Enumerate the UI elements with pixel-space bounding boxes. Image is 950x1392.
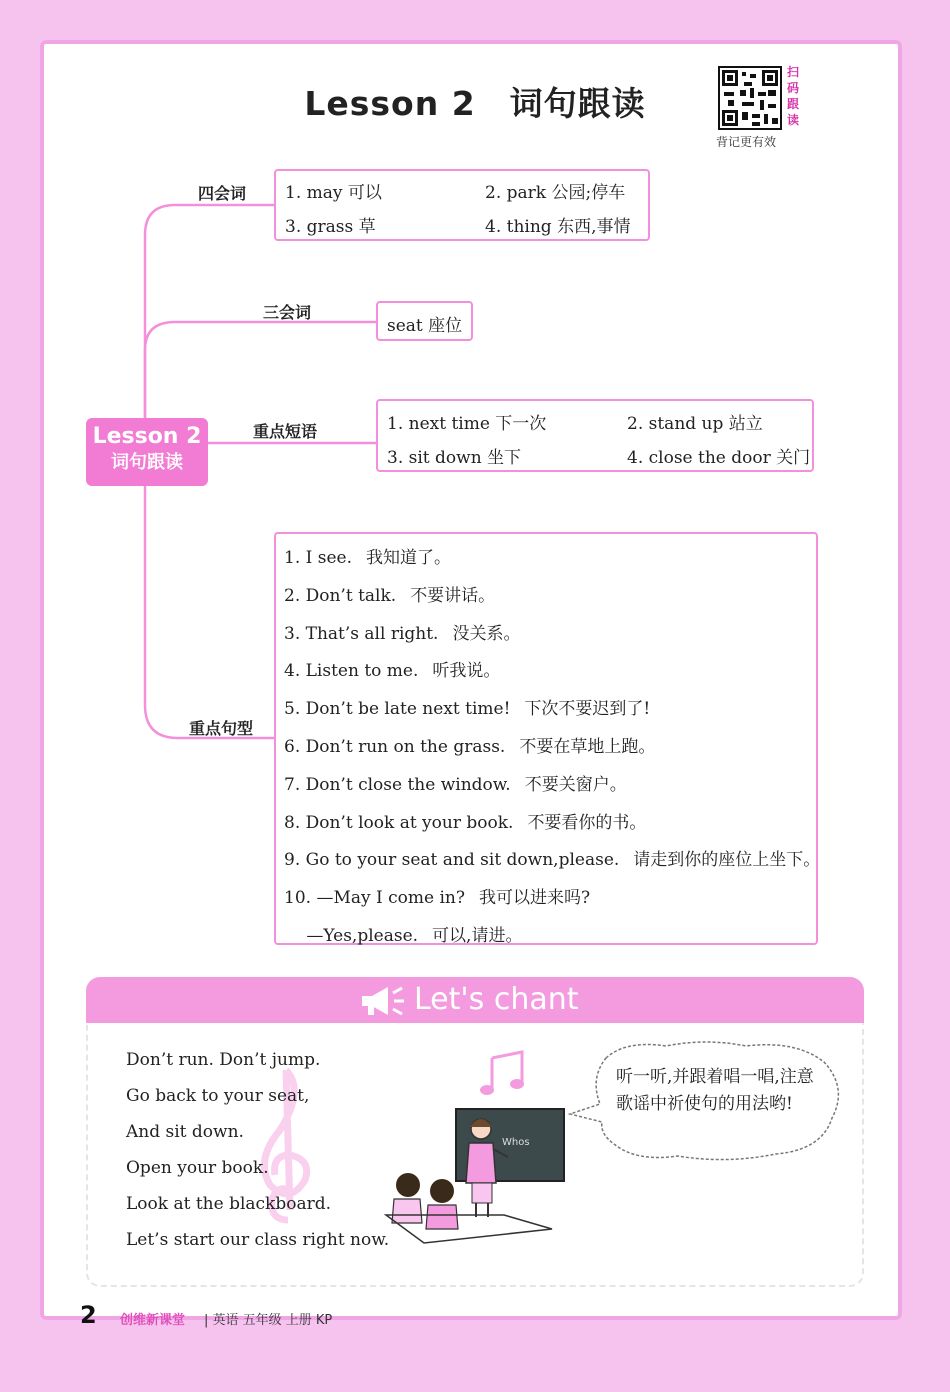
scan-label: 扫 码 跟 读 [786,65,799,127]
vocab-item: seat 座位 [387,316,463,336]
sentence-item: 3. That’s all right. 没关系。 [284,623,521,644]
bubble-text: 听一听,并跟着唱一唱,注意歌谣中祈使句的用法哟! [616,1067,814,1114]
vocab-item: 4. thing 东西,事情 [485,217,631,237]
page-number: 2 [80,1301,97,1329]
music-notes-icon [478,1048,528,1098]
chant-line: And sit down. [126,1122,244,1142]
phrase-item: 3. sit down 坐下 [387,448,522,468]
branch-label-three-skill: 三会词 [263,303,312,322]
branch-label-four-skill: 四会词 [198,184,247,203]
key-sentences-box [274,532,821,946]
chant-lyrics [126,1042,389,1258]
chant-title: Let's chant [414,982,579,1017]
chant-line: Let’s start our class right now. [126,1230,390,1250]
vocab-item: 3. grass 草 [285,217,376,237]
chant-line: Go back to your seat, [126,1086,310,1106]
footer-brand: 创维新课堂 [120,1313,186,1328]
footer-info: | 英语 五年级 上册 KP [204,1313,333,1328]
blackboard-text: Whos [502,1137,530,1148]
sentence-item: 1. I see. 我知道了。 [284,548,451,568]
three-skill-words-box [376,301,473,341]
sentence-item: 6. Don’t run on the grass. 不要在草地上跑。 [284,736,656,757]
sentence-list [284,540,820,956]
scan-subtitle: 背记更有效 [716,135,777,149]
vocab-item: 1. may 可以 [285,183,382,203]
sentence-item: —Yes,please. 可以,请进。 [284,925,523,946]
sentence-item: 10. —May I come in? 我可以进来吗? [284,888,591,909]
page-title: Lesson 2 词句跟读 [304,84,646,123]
megaphone-icon [358,984,406,1018]
chant-line: Don’t run. Don’t jump. [126,1050,321,1070]
sentence-item: 2. Don’t talk. 不要讲话。 [284,585,496,606]
chant-line: Look at the blackboard. [126,1194,332,1214]
sentence-item: 7. Don’t close the window. 不要关窗户。 [284,774,627,795]
sentence-item: 5. Don’t be late next time! 下次不要迟到了! [284,699,651,720]
sentence-item: 4. Listen to me. 听我说。 [284,661,501,682]
chant-line: Open your book. [126,1158,269,1178]
phrase-item: 4. close the door 关门 [627,448,811,468]
phrase-item: 1. next time 下一次 [387,414,547,434]
sentence-item: 8. Don’t look at your book. 不要看你的书。 [284,812,647,833]
mindmap-hub: Lesson 2 词句跟读 [86,418,208,486]
classroom-illustration [384,1105,569,1245]
phrase-item: 2. stand up 站立 [627,414,763,434]
key-phrases-box [376,399,814,472]
vocab-item: 2. park 公园;停车 [485,183,626,203]
branch-label-phrases: 重点短语 [253,422,318,441]
sentence-item: 9. Go to your seat and sit down,please. 请走到你的座位上坐下。 [284,850,821,871]
branch-label-sentences: 重点句型 [189,719,254,738]
four-skill-words-box [274,169,650,241]
